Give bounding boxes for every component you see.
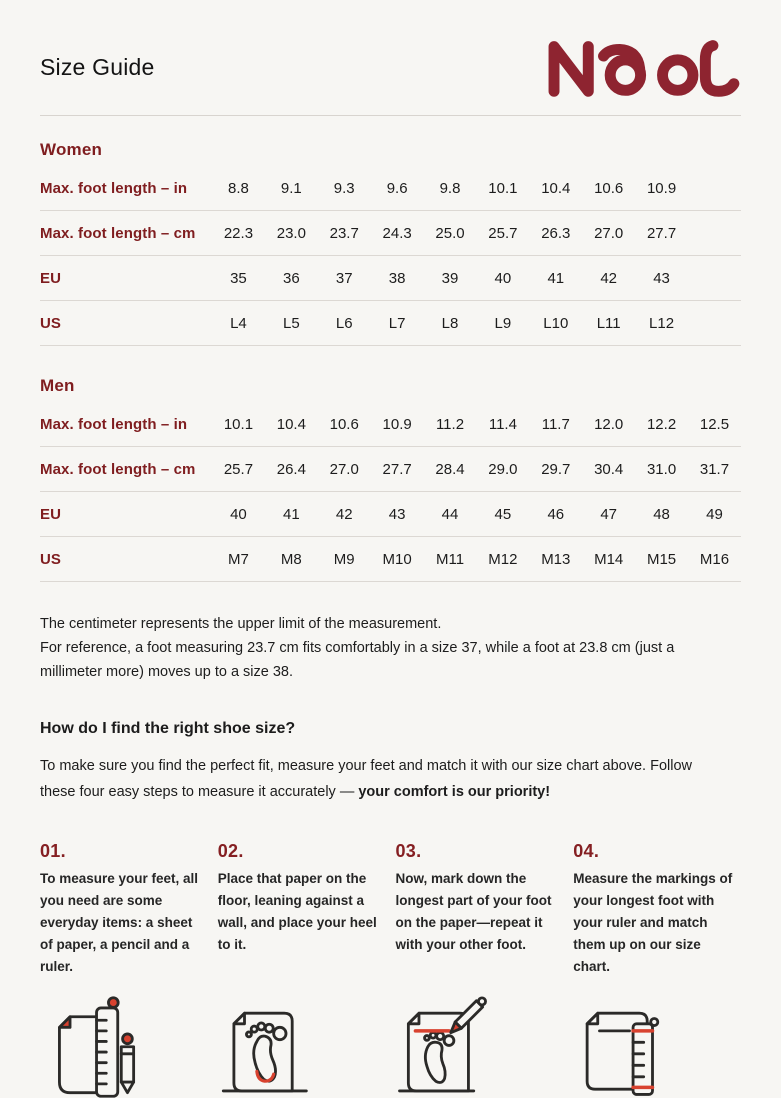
size-value: 9.1 bbox=[280, 179, 302, 197]
size-value: 25.7 bbox=[488, 224, 518, 242]
size-table-row bbox=[40, 492, 741, 537]
row-label: US bbox=[40, 314, 62, 332]
size-value: 10.6 bbox=[594, 179, 624, 197]
size-table-row bbox=[40, 256, 741, 301]
step-text: Now, mark down the longest part of your foot on the paper—repeat it with your other foot. bbox=[395, 871, 552, 952]
size-value: 8.8 bbox=[228, 179, 249, 197]
size-value: 10.1 bbox=[223, 415, 254, 433]
size-table-row bbox=[40, 166, 741, 211]
size-table-row bbox=[40, 537, 741, 582]
size-value: M13 bbox=[541, 550, 571, 568]
header-divider bbox=[40, 115, 741, 116]
size-value: 35 bbox=[230, 269, 247, 287]
row-label: Max. foot length – cm bbox=[40, 224, 196, 242]
size-table-row bbox=[40, 447, 741, 492]
step-3 bbox=[396, 841, 564, 978]
step-text: Measure the markings of your longest foot with your ruler and match them up on our size chart. bbox=[573, 871, 733, 974]
size-value: 12.0 bbox=[594, 415, 624, 433]
size-value: 40 bbox=[494, 269, 512, 287]
size-value: 28.4 bbox=[435, 460, 465, 478]
step-icons-row bbox=[40, 992, 741, 1098]
step-4 bbox=[573, 841, 741, 978]
size-value: M11 bbox=[435, 550, 465, 568]
size-value: 24.3 bbox=[382, 224, 412, 242]
naot-logo bbox=[545, 38, 741, 97]
size-value: 11.7 bbox=[541, 415, 570, 433]
women-heading: Women bbox=[40, 140, 103, 159]
row-label: Max. foot length – cm bbox=[40, 460, 196, 478]
size-value: 11.4 bbox=[488, 415, 517, 433]
size-value: 40 bbox=[230, 505, 247, 523]
size-value: 45 bbox=[494, 505, 512, 523]
size-value: M9 bbox=[333, 550, 355, 568]
paper-ruler-pencil-icon bbox=[40, 992, 146, 1098]
row-label: EU bbox=[40, 269, 62, 287]
step-text: Place that paper on the floor, leaning against a wall, and place your heel to it. bbox=[217, 871, 377, 952]
size-value: L11 bbox=[596, 314, 621, 332]
row-label: Max. foot length – in bbox=[40, 415, 188, 433]
size-value: 10.4 bbox=[541, 179, 571, 197]
row-label: EU bbox=[40, 505, 62, 523]
size-value: 10.9 bbox=[382, 415, 412, 433]
size-value: 46 bbox=[547, 505, 565, 523]
size-value: M15 bbox=[646, 550, 677, 568]
size-value: 44 bbox=[441, 505, 459, 523]
intro-bold-text: your comfort is our priority! bbox=[358, 784, 551, 800]
size-table-row bbox=[40, 301, 741, 346]
size-value: 37 bbox=[335, 269, 353, 287]
size-value: 27.7 bbox=[382, 460, 412, 478]
size-value: 10.9 bbox=[646, 179, 677, 197]
how-to-heading: How do I find the right shoe size? bbox=[40, 720, 296, 737]
size-value: 23.0 bbox=[276, 224, 306, 242]
size-value: 31.0 bbox=[646, 460, 677, 478]
size-value: 41 bbox=[547, 269, 565, 287]
size-value: 29.7 bbox=[541, 460, 571, 478]
size-value: L6 bbox=[335, 314, 353, 332]
step-2 bbox=[218, 841, 386, 978]
step-text: To measure your feet, all you need are some everyday items: a sheet of paper, a pencil and a ruler. bbox=[40, 871, 199, 974]
size-value: M7 bbox=[228, 550, 249, 568]
size-value: 11.2 bbox=[435, 415, 465, 433]
size-value: L9 bbox=[494, 314, 512, 332]
row-label: Max. foot length – in bbox=[40, 179, 188, 197]
size-value: 10.1 bbox=[488, 179, 518, 197]
page-title: Size Guide bbox=[40, 54, 155, 80]
measurement-notes bbox=[40, 612, 698, 684]
paper-footprint-heel-icon bbox=[218, 992, 324, 1098]
naot-logo-icon bbox=[545, 38, 741, 97]
size-value: 12.2 bbox=[646, 415, 677, 433]
size-value: L5 bbox=[282, 314, 300, 332]
step-1 bbox=[40, 841, 208, 978]
women-size-table bbox=[40, 166, 741, 346]
step-number: 04. bbox=[573, 841, 600, 861]
note-line-2: For reference, a foot measuring 23.7 cm fits comfortably in a size 37, while a foot at 23.8 cm (just a millimeter more) moves up to a size 38. bbox=[40, 640, 675, 680]
men-heading: Men bbox=[40, 376, 75, 395]
size-value: 42 bbox=[600, 269, 618, 287]
size-value: L8 bbox=[441, 314, 459, 332]
size-value: 27.0 bbox=[594, 224, 624, 242]
size-value: 49 bbox=[706, 505, 723, 523]
size-value: 10.4 bbox=[276, 415, 306, 433]
row-label: US bbox=[40, 550, 62, 568]
how-to-intro bbox=[40, 753, 708, 805]
size-value: 25.7 bbox=[223, 460, 254, 478]
size-value: M8 bbox=[280, 550, 302, 568]
size-value: 9.6 bbox=[386, 179, 408, 197]
size-value: 39 bbox=[441, 269, 459, 287]
paper-mark-ruler-icon bbox=[573, 992, 679, 1098]
size-value: 25.0 bbox=[435, 224, 465, 242]
size-value: 9.3 bbox=[333, 179, 355, 197]
step-2-icon bbox=[218, 992, 386, 1098]
step-number: 02. bbox=[217, 841, 244, 861]
size-value: 43 bbox=[388, 505, 406, 523]
men-section bbox=[40, 376, 741, 582]
size-value: 48 bbox=[653, 505, 670, 523]
size-value: 30.4 bbox=[594, 460, 624, 478]
size-value: M12 bbox=[488, 550, 518, 568]
size-value: 26.3 bbox=[541, 224, 571, 242]
size-value: 29.0 bbox=[488, 460, 518, 478]
note-line-1: The centimeter represents the upper limit of the measurement. bbox=[40, 616, 442, 632]
size-value: 27.0 bbox=[329, 460, 359, 478]
size-value: 36 bbox=[282, 269, 300, 287]
size-value: 9.8 bbox=[439, 179, 461, 197]
intro-text: To make sure you find the perfect fit, measure your feet and match it with our size chart above. Follow these four easy steps to measure it accurately — bbox=[40, 758, 693, 800]
size-value: M10 bbox=[382, 550, 412, 568]
size-value: L12 bbox=[649, 314, 675, 332]
size-table-row bbox=[40, 402, 741, 447]
size-value: 27.7 bbox=[646, 224, 677, 242]
size-value: 41 bbox=[282, 505, 300, 523]
step-number: 01. bbox=[40, 841, 66, 861]
size-value: M16 bbox=[699, 550, 730, 568]
size-value: 12.5 bbox=[699, 415, 730, 433]
men-size-table bbox=[40, 402, 741, 582]
size-value: L4 bbox=[230, 314, 247, 332]
size-value: L7 bbox=[388, 314, 406, 332]
step-4-icon bbox=[573, 992, 741, 1098]
women-section bbox=[40, 140, 741, 346]
size-value: 10.6 bbox=[329, 415, 359, 433]
size-value: 31.7 bbox=[699, 460, 730, 478]
size-value: M14 bbox=[594, 550, 624, 568]
size-value: 38 bbox=[388, 269, 406, 287]
header bbox=[40, 38, 741, 97]
size-value: 26.4 bbox=[276, 460, 306, 478]
size-value: 43 bbox=[653, 269, 670, 287]
step-number: 03. bbox=[395, 841, 422, 861]
step-3-icon bbox=[396, 992, 564, 1098]
steps-row bbox=[40, 841, 741, 978]
size-value: L10 bbox=[543, 314, 569, 332]
step-1-icon bbox=[40, 992, 208, 1098]
size-value: 23.7 bbox=[329, 224, 359, 242]
size-value: 47 bbox=[600, 505, 618, 523]
size-table-row bbox=[40, 211, 741, 256]
size-value: 42 bbox=[335, 505, 353, 523]
size-value: 22.3 bbox=[223, 224, 254, 242]
paper-footprint-mark-pencil-icon bbox=[396, 992, 502, 1098]
